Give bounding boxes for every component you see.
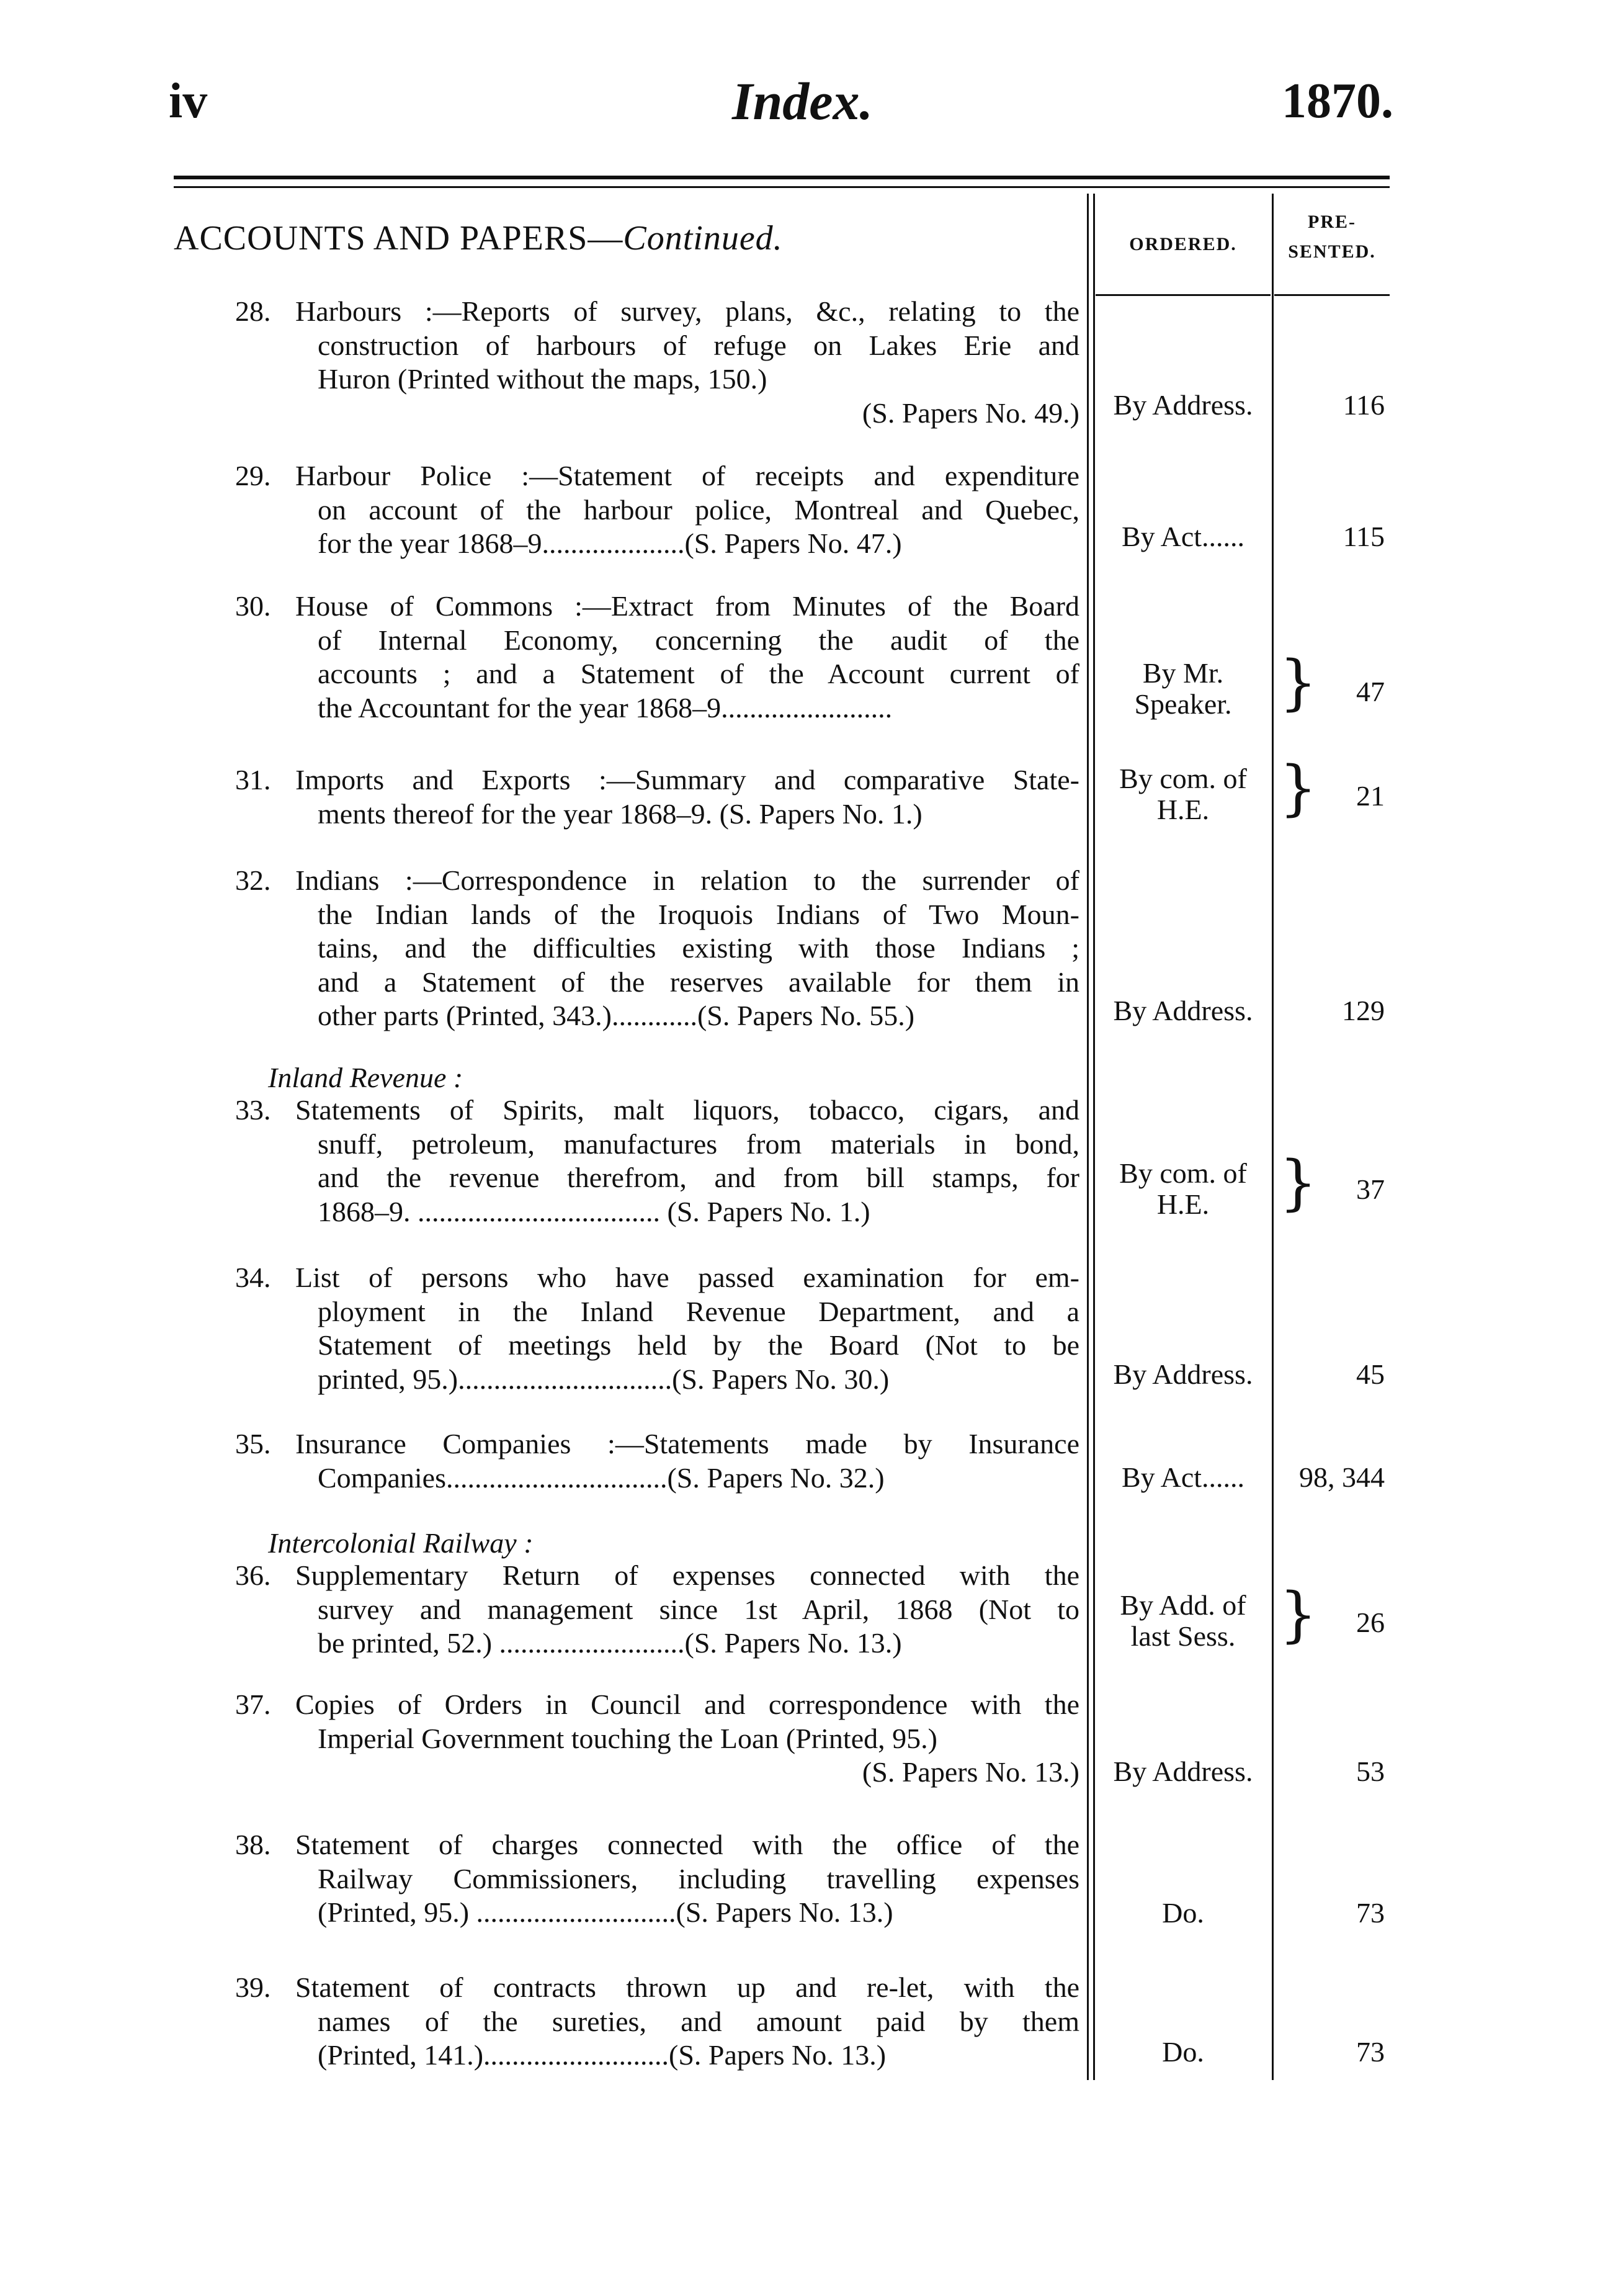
column-divider-left-a xyxy=(1087,194,1089,2080)
entry-line: other parts (Printed, 343.)............(S. Papers No. 55.) xyxy=(318,1000,915,1031)
right-brace-icon: } xyxy=(1279,648,1318,717)
ordered-value xyxy=(1096,2037,1271,2068)
ordered-value xyxy=(1096,390,1271,421)
entry-number: 28. xyxy=(235,295,271,327)
index-entry xyxy=(236,763,1079,831)
index-entry xyxy=(236,1688,1079,1790)
entry-number: 36. xyxy=(235,1559,271,1591)
ordered-line: By Address. xyxy=(1113,1756,1253,1787)
entry-number: 38. xyxy=(235,1829,271,1860)
column-header-presented-line2: SENTED. xyxy=(1288,241,1376,262)
entry-line: of Internal Economy, concerning the audit of the xyxy=(318,624,1079,656)
entry-line: and the revenue therefrom, and from bill stamps, for xyxy=(318,1162,1079,1193)
ordered-line: By Add. of xyxy=(1120,1589,1246,1621)
section-title-main: ACCOUNTS AND PAPERS— xyxy=(174,219,623,258)
ordered-line: last Sess. xyxy=(1130,1620,1236,1652)
entry-line: (Printed, 141.)..........................(S. Papers No. 13.) xyxy=(318,2039,887,2071)
entry-number: 30. xyxy=(235,590,271,622)
presented-value: 45 xyxy=(1356,1358,1385,1390)
ordered-value xyxy=(1096,1359,1271,1390)
entry-line: Imperial Government touching the Loan (Printed, 95.) xyxy=(318,1722,937,1754)
entry-number: 37. xyxy=(235,1688,271,1720)
entry-line: be printed, 52.) ..........................(S. Papers No. 13.) xyxy=(318,1627,902,1659)
ordered-line: By Mr. xyxy=(1142,657,1224,689)
running-title: Index. xyxy=(732,71,873,131)
index-entry xyxy=(236,1971,1079,2073)
page-year: 1870. xyxy=(1282,74,1393,128)
entry-number: 39. xyxy=(235,1971,271,2003)
ordered-value xyxy=(1096,763,1271,825)
index-entry xyxy=(236,459,1079,561)
column-header-ordered: ORDERED. xyxy=(1129,234,1237,254)
entry-line: Indians :—Correspondence in relation to the surrender of xyxy=(295,864,1079,896)
entry-line: Statement of charges connected with the office of the xyxy=(295,1829,1079,1860)
header-rule-thin xyxy=(174,186,1390,188)
entry-number: 29. xyxy=(235,460,271,491)
section-title xyxy=(174,218,783,258)
right-brace-icon: } xyxy=(1279,1580,1318,1649)
entry-line: (S. Papers No. 13.) xyxy=(862,1756,1079,1788)
ordered-value xyxy=(1096,1158,1271,1220)
index-entry xyxy=(236,1828,1079,1930)
entry-line: Statement of contracts thrown up and re-let, with the xyxy=(295,1971,1079,2003)
entry-line: Copies of Orders in Council and correspondence with the xyxy=(295,1688,1079,1720)
index-entry xyxy=(236,1427,1079,1495)
ordered-line: By Address. xyxy=(1113,995,1253,1026)
presented-value: 116 xyxy=(1343,389,1385,421)
presented-value: 37 xyxy=(1356,1173,1385,1205)
presented-header-underline xyxy=(1274,294,1390,296)
entry-number: 33. xyxy=(235,1094,271,1126)
entry-number: 34. xyxy=(235,1262,271,1293)
presented-value: 98, 344 xyxy=(1299,1461,1385,1493)
ordered-value xyxy=(1096,1462,1271,1493)
presented-value: 21 xyxy=(1356,780,1385,812)
entry-line: Huron (Printed without the maps, 150.) xyxy=(318,363,767,395)
index-entry xyxy=(236,1093,1079,1229)
ordered-value xyxy=(1096,521,1271,552)
entry-line: Supplementary Return of expenses connected with the xyxy=(295,1559,1079,1591)
index-entry xyxy=(236,864,1079,1033)
entry-number: 31. xyxy=(235,764,271,796)
entry-line: Harbours :—Reports of survey, plans, &c., relating to the xyxy=(295,295,1079,327)
entry-number: 32. xyxy=(235,864,271,896)
page-number: iv xyxy=(169,74,208,128)
column-header-presented xyxy=(1274,207,1390,267)
ordered-value xyxy=(1096,1756,1271,1787)
right-brace-icon: } xyxy=(1279,1148,1318,1218)
ordered-line: H.E. xyxy=(1156,794,1210,825)
entry-line: snuff, petroleum, manufactures from materials in bond, xyxy=(318,1128,1079,1160)
entry-line: Statements of Spirits, malt liquors, tobacco, cigars, and xyxy=(295,1094,1079,1126)
entry-line: 1868–9. .................................. (S. Papers No. 1.) xyxy=(318,1195,870,1227)
entry-line: construction of harbours of refuge on Lakes Erie and xyxy=(318,329,1079,361)
ordered-line: By Act...... xyxy=(1121,521,1245,552)
ordered-line: By com. of xyxy=(1119,763,1247,794)
index-entry xyxy=(236,1559,1079,1661)
column-divider-right xyxy=(1272,194,1274,2080)
ordered-line: By Address. xyxy=(1113,1358,1253,1390)
entry-line: for the year 1868–9....................(S. Papers No. 47.) xyxy=(318,527,902,559)
index-entry xyxy=(236,590,1079,725)
index-entry xyxy=(236,1261,1079,1396)
entry-line: survey and management since 1st April, 1868 (Not to xyxy=(318,1593,1079,1625)
entry-line: accounts ; and a Statement of the Account current of xyxy=(318,658,1079,689)
ordered-line: Speaker. xyxy=(1134,688,1232,720)
subheading-inland-revenue: Inland Revenue : xyxy=(268,1062,463,1093)
entry-line: Companies...............................(S. Papers No. 32.) xyxy=(318,1461,885,1494)
entry-line: Statement of meetings held by the Board (Not to be xyxy=(318,1329,1079,1361)
presented-value: 73 xyxy=(1356,1897,1385,1929)
header-rule-thick xyxy=(174,176,1390,179)
entry-line: the Accountant for the year 1868–9........................ xyxy=(318,691,893,724)
entry-line: (Printed, 95.) ............................(S. Papers No. 13.) xyxy=(318,1896,893,1928)
entry-line: List of persons who have passed examination for em- xyxy=(295,1262,1079,1293)
ordered-value xyxy=(1096,1898,1271,1929)
entry-line: ments thereof for the year 1868–9. (S. Papers No. 1.) xyxy=(318,797,923,830)
presented-value: 115 xyxy=(1343,521,1385,552)
ordered-line: Do. xyxy=(1162,1897,1204,1929)
index-entry xyxy=(236,295,1079,430)
ordered-line: By com. of xyxy=(1119,1157,1247,1189)
presented-value: 47 xyxy=(1356,676,1385,707)
entry-line: names of the sureties, and amount paid by them xyxy=(318,2005,1079,2037)
entry-number: 35. xyxy=(235,1428,271,1460)
ordered-line: H.E. xyxy=(1156,1188,1210,1220)
entry-line: on account of the harbour police, Montreal and Quebec, xyxy=(318,493,1079,526)
column-header-presented-line1: PRE- xyxy=(1308,212,1356,232)
section-title-continued: Continued. xyxy=(623,219,783,258)
entry-line: (S. Papers No. 49.) xyxy=(862,397,1079,429)
ordered-value xyxy=(1096,1590,1271,1652)
entry-line: House of Commons :—Extract from Minutes of the Board xyxy=(295,590,1079,622)
presented-value: 73 xyxy=(1356,2036,1385,2068)
entry-line: tains, and the difficulties existing with those Indians ; xyxy=(318,932,1079,964)
ordered-line: By Address. xyxy=(1113,389,1253,421)
entry-line: printed, 95.)..............................(S. Papers No. 30.) xyxy=(318,1363,890,1395)
entry-line: and a Statement of the reserves available for them in xyxy=(318,966,1079,998)
ordered-value xyxy=(1096,658,1271,720)
ordered-line: Do. xyxy=(1162,2036,1204,2068)
entry-line: Imports and Exports :—Summary and comparative State- xyxy=(295,764,1079,796)
ordered-value xyxy=(1096,995,1271,1026)
entry-line: Harbour Police :—Statement of receipts and expenditure xyxy=(295,460,1079,491)
presented-value: 129 xyxy=(1342,995,1385,1026)
ordered-header-underline xyxy=(1096,294,1271,296)
right-brace-icon: } xyxy=(1279,753,1318,823)
ordered-line: By Act...... xyxy=(1121,1461,1245,1493)
entry-line: Railway Commissioners, including travelling expenses xyxy=(318,1862,1079,1895)
presented-value: 26 xyxy=(1356,1607,1385,1638)
entry-line: ployment in the Inland Revenue Department, and a xyxy=(318,1295,1079,1327)
entry-line: the Indian lands of the Iroquois Indians of Two Moun- xyxy=(318,898,1079,930)
subheading-intercolonial-railway: Intercolonial Railway : xyxy=(268,1527,534,1559)
presented-value: 53 xyxy=(1356,1756,1385,1787)
column-divider-left-b xyxy=(1093,194,1095,2080)
entry-line: Insurance Companies :—Statements made by Insurance xyxy=(295,1428,1079,1460)
